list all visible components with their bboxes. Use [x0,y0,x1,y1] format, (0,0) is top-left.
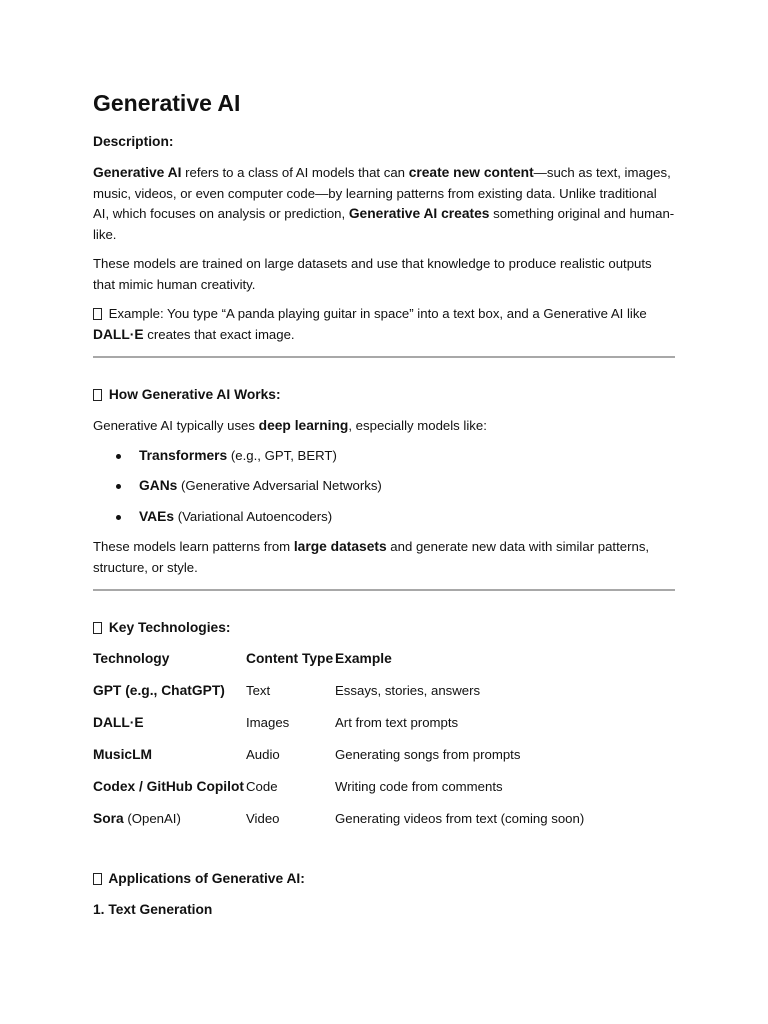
tech-heading-text: Key Technologies: [105,620,231,635]
model-detail: (Variational Autoencoders) [174,508,333,524]
column-header: Example [335,651,392,666]
type-cell: Audio [246,747,280,762]
applications-heading-text: Applications of Generative AI: [105,871,305,886]
type-cell: Text [246,683,271,698]
tech-cell [93,745,246,777]
model-detail: (e.g., GPT, BERT) [227,447,337,463]
bold-term: deep learning [258,418,349,433]
example-paragraph [93,304,675,345]
document-page [93,88,675,931]
applications-heading [93,869,675,889]
text-run: Generative AI typically uses [93,418,259,433]
tech-name: MusicLM [93,747,153,762]
how-heading-text: How Generative AI Works: [105,387,281,402]
text-run: Example: You type “A panda playing guitar in space” into a text box, and a Generative AI like [105,306,647,321]
model-name: GANs [139,478,178,493]
bold-term: Generative AI creates [348,206,490,221]
tech-cell [93,777,246,809]
description-label: Description: [93,134,174,149]
text-run: , especially models like: [348,418,487,433]
example-cell: Generating videos from text (coming soon) [335,811,585,826]
tech-name: DALL·E [93,715,144,730]
tech-cell [93,809,246,841]
missing-glyph-icon [93,389,102,401]
text-run: These models learn patterns from [93,539,294,554]
divider [93,589,675,591]
text-run: something original and human-like. [93,206,675,242]
table-row [93,681,584,713]
list-item [139,507,675,528]
list-item [139,476,675,497]
how-section [93,385,675,578]
subheading-text-generation: 1. Text Generation [93,902,213,917]
model-list [93,446,675,528]
tech-table [93,649,584,841]
missing-glyph-icon [93,873,102,885]
tech-cell [93,681,246,713]
model-detail: (Generative Adversarial Networks) [177,478,382,493]
text-run: creates that exact image. [143,326,295,342]
description-paragraph-1 [93,163,675,245]
how-outro [93,537,675,578]
bold-term: Generative AI [93,165,182,180]
table-row [93,745,584,777]
bold-term: large datasets [293,539,387,554]
tech-cell [93,713,246,745]
divider [93,356,675,358]
table-row [93,777,584,809]
tech-heading [93,618,675,638]
description-paragraph-2: These models are trained on large datasets and use that knowledge to produce realistic outputs that mimic human creativity. [93,256,652,292]
model-name: Transformers [139,447,228,463]
table-row [93,713,584,745]
example-cell: Writing code from comments [335,779,503,794]
example-cell: Art from text prompts [335,715,459,730]
example-cell: Generating songs from prompts [335,747,521,762]
model-name: VAEs [139,508,175,524]
text-run: and generate new data with similar patterns, structure, or style. [93,539,650,575]
bold-term: create new content [408,165,534,180]
type-cell: Images [246,715,290,730]
table-row [93,809,584,841]
how-heading [93,385,675,405]
tech-suffix: (OpenAI) [123,811,181,826]
bold-term: DALL·E [93,326,144,342]
text-run: —such as text, images, music, videos, or even computer code—by learning patterns from existing data. Unlike traditional AI, which focuses on analysis or prediction, [93,165,671,221]
table-header-row [93,649,584,681]
list-item [139,446,675,467]
tech-name: Sora [93,811,124,826]
type-cell: Video [246,811,280,826]
missing-glyph-icon [93,622,102,634]
page-title: Generative AI [93,90,241,116]
applications-section [93,869,675,920]
missing-glyph-icon [93,308,102,320]
column-header: Content Type [246,651,334,666]
tech-name: GPT (e.g., ChatGPT) [93,683,225,698]
tech-section [93,618,675,841]
example-cell: Essays, stories, answers [335,683,481,698]
tech-name: Codex / GitHub Copilot [93,779,244,794]
column-header: Technology [93,651,170,666]
text-run: refers to a class of AI models that can [181,165,409,180]
type-cell: Code [246,779,278,794]
how-intro [93,416,675,437]
